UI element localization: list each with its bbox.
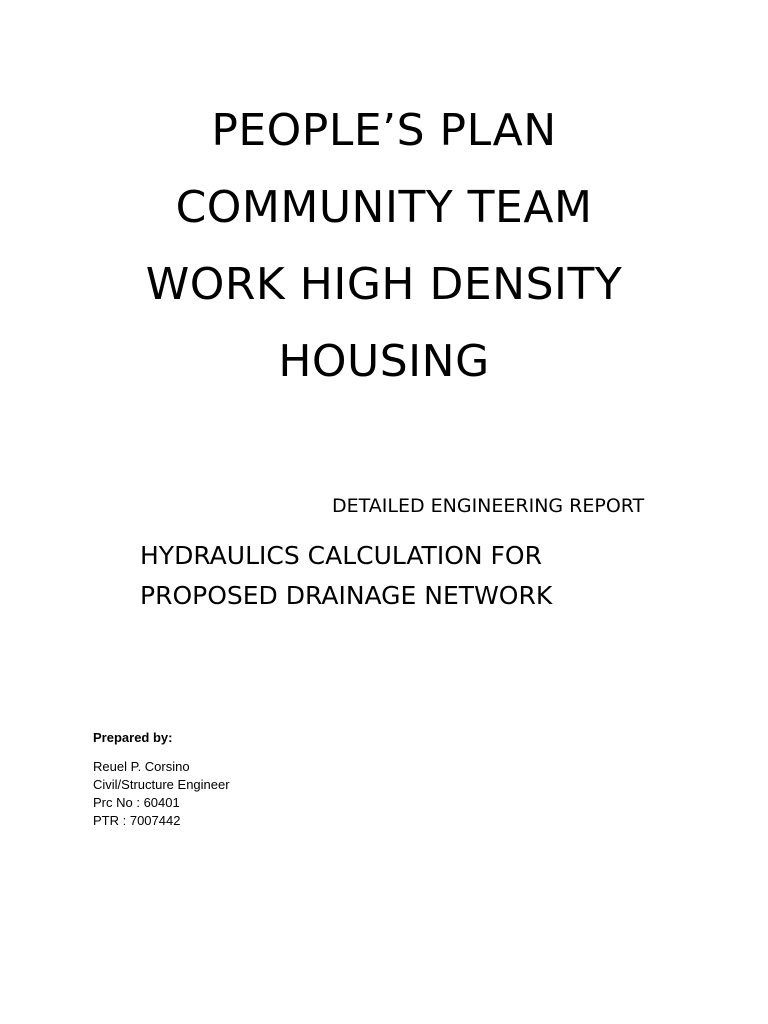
preparer-position: Civil/Structure Engineer: [93, 777, 230, 792]
preparer-name: Reuel P. Corsino: [93, 759, 190, 774]
report-type: DETAILED ENGINEERING REPORT: [332, 495, 645, 517]
title-line: WORK HIGH DENSITY: [145, 259, 623, 310]
subtitle-line: PROPOSED DRAINAGE NETWORK: [140, 581, 553, 610]
title-line: PEOPLE’S PLAN: [211, 105, 557, 156]
preparer-ptr-number: PTR : 7007442: [93, 813, 181, 828]
report-subtitle: [140, 536, 552, 616]
preparer-prc-number: Prc No : 60401: [93, 795, 180, 810]
subtitle-line: HYDRAULICS CALCULATION FOR: [140, 541, 542, 570]
title-line: HOUSING: [278, 336, 490, 387]
preparer-details: [93, 758, 230, 830]
prepared-by-label: Prepared by:: [93, 730, 173, 745]
document-title: [0, 92, 768, 400]
title-line: COMMUNITY TEAM: [175, 182, 593, 233]
